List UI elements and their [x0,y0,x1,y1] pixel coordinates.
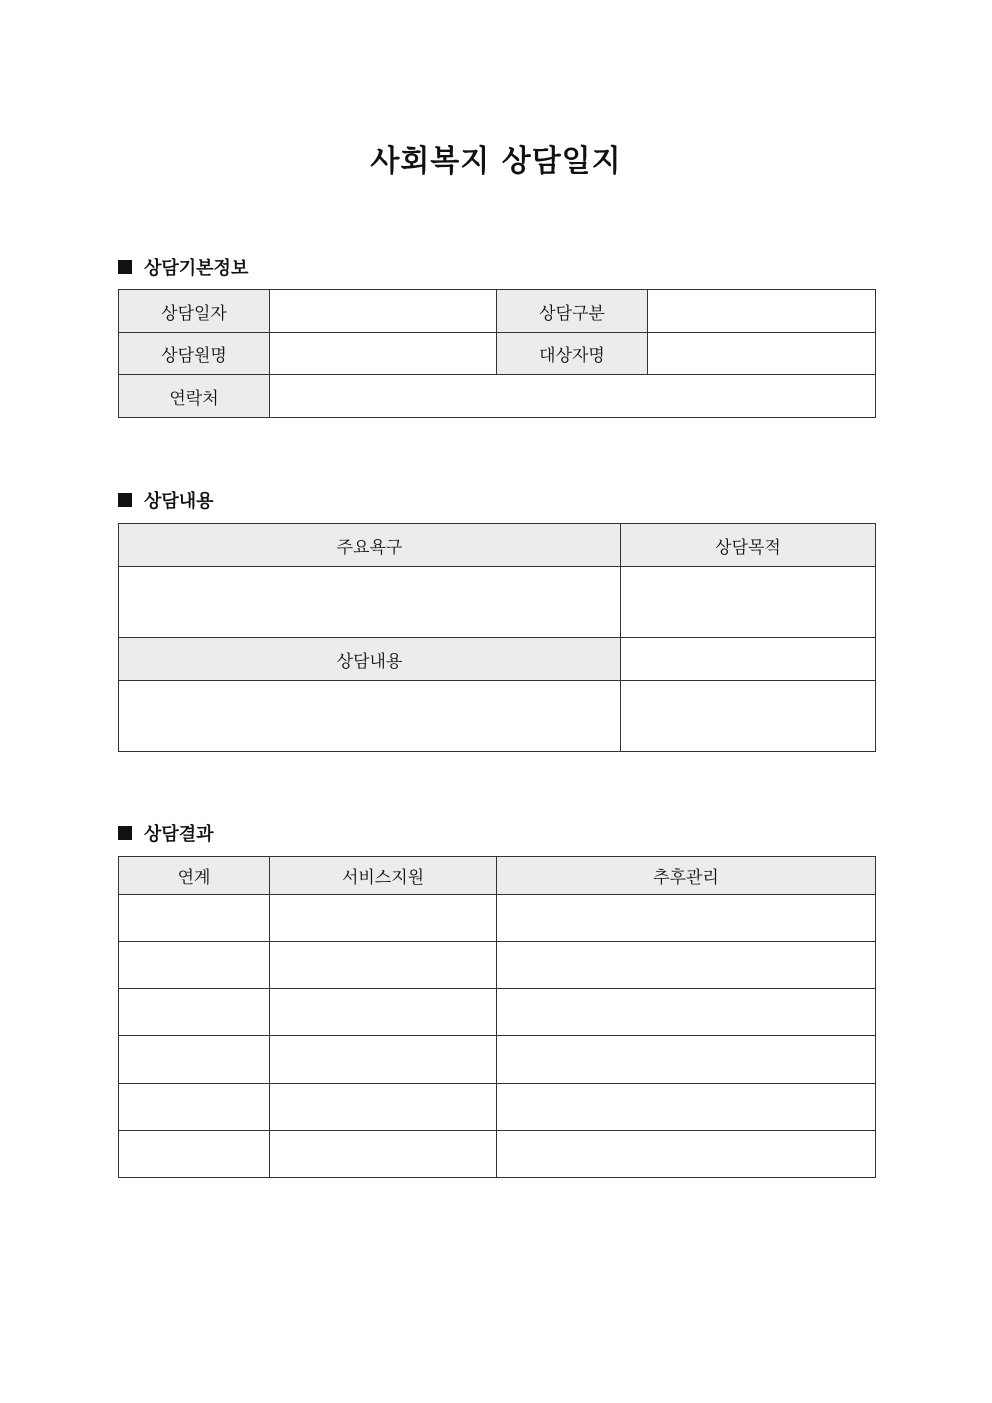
table-row [119,1084,876,1131]
details-side-cell[interactable] [621,638,876,681]
followup-cell[interactable] [497,895,876,942]
referral-cell[interactable] [119,895,270,942]
section-content-title: 상담내용 [144,491,214,512]
service-cell[interactable] [270,895,497,942]
col-header-referral: 연계 [119,857,270,895]
purpose-label: 상담목적 [621,524,876,567]
date-field[interactable] [270,290,497,333]
square-bullet-icon [118,260,132,274]
section-content-heading [118,487,214,513]
followup-cell[interactable] [497,942,876,989]
section-result-title: 상담결과 [144,824,214,845]
col-header-service: 서비스지원 [270,857,497,895]
table-row [119,1036,876,1084]
basic-info-table [118,289,876,418]
square-bullet-icon [118,493,132,507]
counselor-field[interactable] [270,333,497,375]
service-cell[interactable] [270,942,497,989]
contact-label: 연락처 [119,375,270,418]
section-result-heading [118,820,214,846]
contact-field[interactable] [270,375,876,418]
result-table [118,856,876,1178]
referral-cell[interactable] [119,1131,270,1178]
table-row [119,1131,876,1178]
service-cell[interactable] [270,1084,497,1131]
service-cell[interactable] [270,989,497,1036]
followup-cell[interactable] [497,1131,876,1178]
section-basic-info-heading [118,254,248,280]
client-label: 대상자명 [497,333,648,375]
needs-field[interactable] [119,567,621,638]
details-label: 상담내용 [119,638,621,681]
referral-cell[interactable] [119,942,270,989]
table-row [119,942,876,989]
section-basic-info-title: 상담기본정보 [144,258,249,279]
date-label: 상담일자 [119,290,270,333]
service-cell[interactable] [270,1036,497,1084]
referral-cell[interactable] [119,989,270,1036]
referral-cell[interactable] [119,1084,270,1131]
followup-cell[interactable] [497,1036,876,1084]
col-header-followup: 추후관리 [497,857,876,895]
client-field[interactable] [648,333,876,375]
followup-cell[interactable] [497,1084,876,1131]
needs-label: 주요욕구 [119,524,621,567]
type-field[interactable] [648,290,876,333]
details-side-field[interactable] [621,681,876,752]
type-label: 상담구분 [497,290,648,333]
table-row [119,989,876,1036]
details-field[interactable] [119,681,621,752]
referral-cell[interactable] [119,1036,270,1084]
service-cell[interactable] [270,1131,497,1178]
purpose-field[interactable] [621,567,876,638]
counselor-label: 상담원명 [119,333,270,375]
table-row [119,895,876,942]
followup-cell[interactable] [497,989,876,1036]
document-title: 사회복지 상담일지 [370,144,622,179]
square-bullet-icon [118,826,132,840]
content-table [118,523,876,752]
